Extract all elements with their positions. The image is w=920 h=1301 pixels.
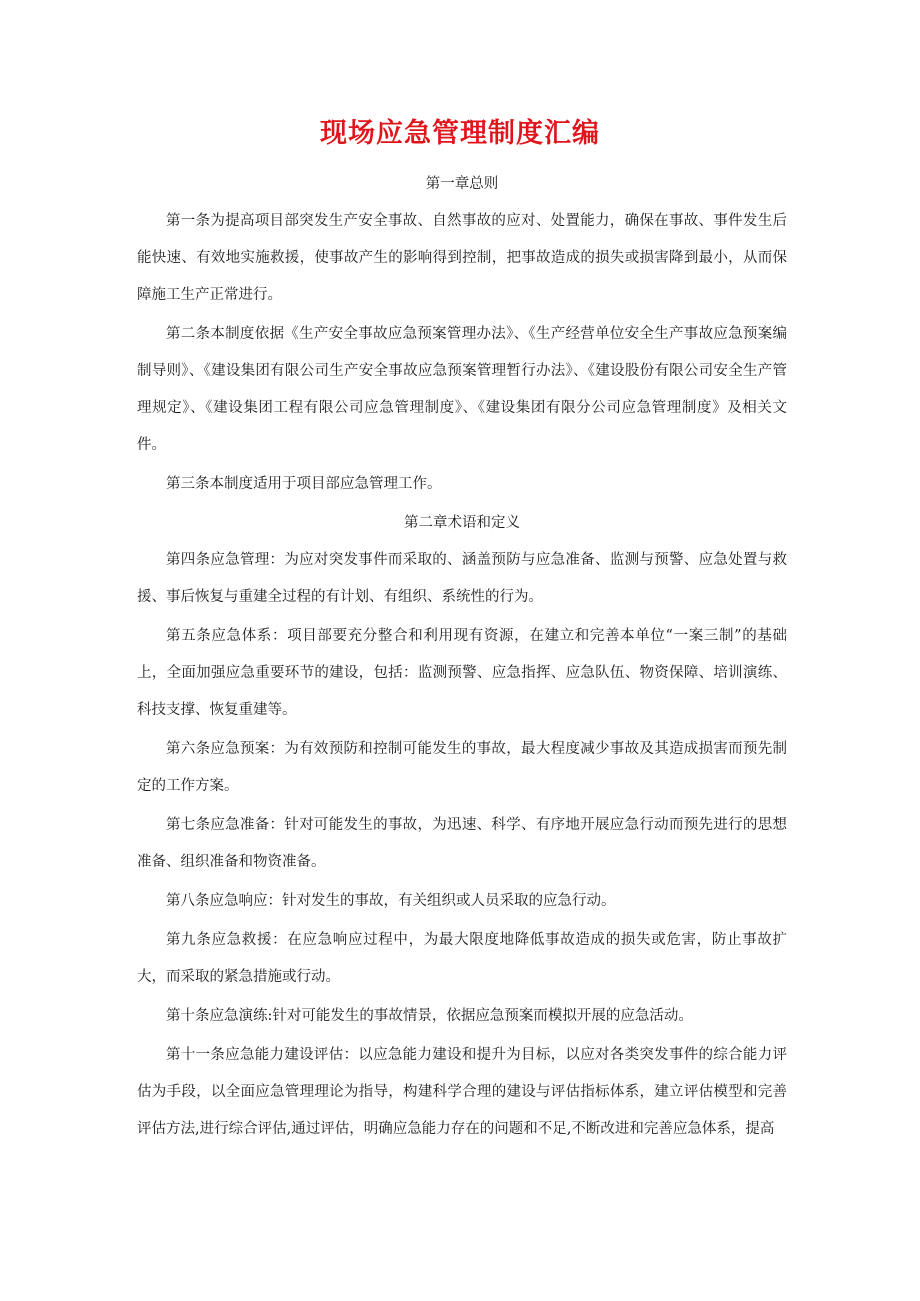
document-title: 现场应急管理制度汇编 xyxy=(320,118,600,149)
article-paragraph: 第二条本制度依据《生产安全事故应急预案管理办法》、《生产经营单位安全生产事故应急预案编制导则》、《建设集团有限公司生产安全事故应急预案管理暂行办法》、《建设股份有限公司安全生产管理规定》、《建设集团工程有限公司应急管理制度》、《建设集团有限分公司应急管理制度》及相关文件。 xyxy=(137,326,787,453)
document-body xyxy=(137,166,787,1150)
article-paragraph: 第四条应急管理：为应对突发事件而采取的、涵盖预防与应急准备、监测与预警、应急处置与救援、事后恢复与重建全过程的有计划、有组织、系统性的行为。 xyxy=(137,552,787,605)
article-paragraph: 第八条应急响应：针对发生的事故，有关组织或人员采取的应急行动。 xyxy=(166,893,616,909)
article-paragraph: 第一条为提高项目部突发生产安全事故、自然事故的应对、处置能力，确保在事故、事件发生后能快速、有效地实施救援，使事故产生的影响得到控制，把事故造成的损失或损害降到最小，从而保障施工生产正常进行。 xyxy=(137,213,787,303)
article-paragraph: 第七条应急准备：针对可能发生的事故，为迅速、科学、有序地开展应急行动而预先进行的思想准备、组织准备和物资准备。 xyxy=(137,817,787,870)
chapter-heading: 第二章术语和定义 xyxy=(404,515,520,531)
article-paragraph: 第九条应急救援：在应急响应过程中，为最大限度地降低事故造成的损失或危害，防止事故扩大，而采取的紧急措施或行动。 xyxy=(137,932,787,985)
article-paragraph: 第十一条应急能力建设评估：以应急能力建设和提升为目标，以应对各类突发事件的综合能力评估为手段，以全面应急管理理论为指导，构建科学合理的建设与评估指标体系，建立评估模型和完善评估方法,进行综合评估,通过评估，明确应急能力存在的问题和不足,不断改进和完善应急体系，提高 xyxy=(137,1047,787,1137)
article-paragraph: 第十条应急演练:针对可能发生的事故情景，依据应急预案而模拟开展的应急活动。 xyxy=(166,1008,693,1024)
article-paragraph: 第五条应急体系：项目部要充分整合和利用现有资源，在建立和完善本单位“一案三制”的基础上，全面加强应急重要环节的建设，包括：监测预警、应急指挥、应急队伍、物资保障、培训演练、科技支撑、恢复重建等。 xyxy=(137,628,787,718)
article-paragraph: 第三条本制度适用于项目部应急管理工作。 xyxy=(166,476,442,492)
chapter-heading: 第一章总则 xyxy=(425,176,499,192)
article-paragraph: 第六条应急预案：为有效预防和控制可能发生的事故，最大程度减少事故及其造成损害而预先制定的工作方案。 xyxy=(137,741,787,794)
